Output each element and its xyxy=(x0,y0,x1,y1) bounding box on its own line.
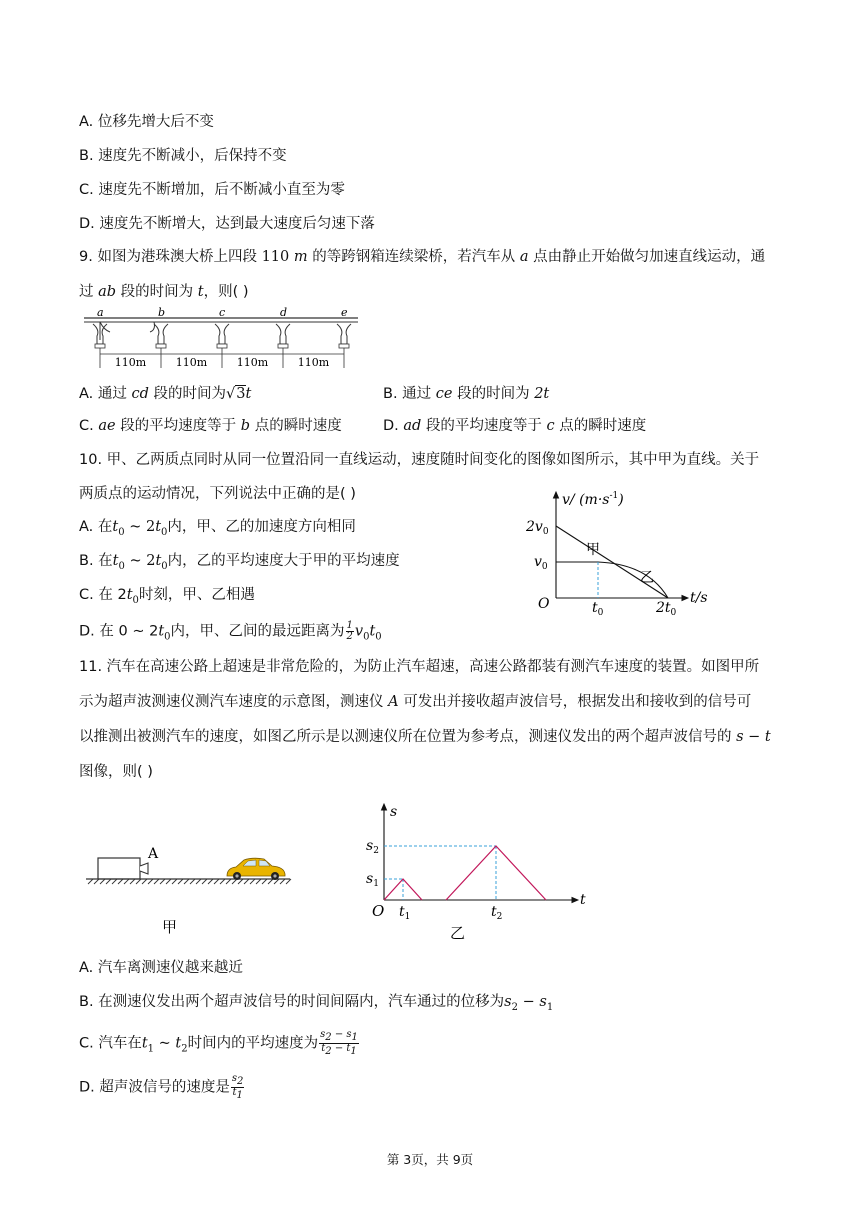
q10-stem-line1: 10. 甲、乙两质点同时从同一位置沿同一直线运动，速度随时间变化的图像如图所示，其中甲为直线。关于 xyxy=(79,452,760,468)
fraction-wave-speed: $\frac{s_2}{t_1}$ xyxy=(231,1073,244,1101)
label-2v0: $2v_0$ xyxy=(526,519,549,537)
q8-option-a: A. 位移先增大后不变 xyxy=(79,114,214,130)
hatch-line xyxy=(154,879,159,884)
label-s1: $s_1$ xyxy=(366,871,379,889)
q11-stem-line4: 图像，则( ) xyxy=(79,764,153,780)
fraction-half: $\frac{1}{2}$ xyxy=(346,620,353,642)
label-2t0: $2t_0$ xyxy=(656,600,677,618)
origin-o: O xyxy=(538,596,550,612)
hatch-line xyxy=(118,879,123,884)
bridge-pier xyxy=(154,324,168,344)
q11-stem-line1: 11. 汽车在高速公路上超速是非常危险的，为防止汽车超速，高速公路都装有测汽车速度的装置。如图甲所 xyxy=(79,659,760,675)
hatch-line xyxy=(220,879,225,884)
bridge-point-label: a xyxy=(97,306,104,319)
hatch-line xyxy=(142,879,147,884)
bridge-point-label: d xyxy=(280,306,288,319)
figure-jia xyxy=(84,836,304,942)
hatch-line xyxy=(244,879,249,884)
label-v0: $v_0$ xyxy=(534,554,548,572)
bridge-point-label: e xyxy=(341,306,348,319)
label-t0: $t_0$ xyxy=(592,600,604,618)
st-origin: O xyxy=(372,902,385,920)
figure-yi xyxy=(358,796,594,946)
hatch-line xyxy=(214,879,219,884)
bridge-pier xyxy=(215,324,229,344)
span-length-label: 110m xyxy=(114,356,147,369)
label-t2: $t_2$ xyxy=(491,904,503,922)
hatch-line xyxy=(280,879,285,884)
hatch-line xyxy=(268,879,273,884)
hatch-line xyxy=(262,879,267,884)
bridge-pier-base xyxy=(217,344,227,348)
q11-option-b: B. 在测速仪发出两个超声波信号的时间间隔内，汽车通过的位移为$s_2 - s_1$ xyxy=(79,994,554,1013)
hatch-line xyxy=(148,879,153,884)
hatch-line xyxy=(184,879,189,884)
q10-option-c: C. 在 $2t_0$时刻，甲、乙相遇 xyxy=(79,587,255,606)
curve-yi xyxy=(598,562,668,598)
hatch-line xyxy=(136,879,141,884)
speed-gun-nozzle xyxy=(140,863,148,874)
bridge-pier-base xyxy=(156,344,166,348)
bridge-pier-base xyxy=(278,344,288,348)
caption-yi: 乙 xyxy=(450,924,466,942)
hatch-line xyxy=(160,879,165,884)
bridge-pier xyxy=(276,324,290,344)
caption-jia: 甲 xyxy=(162,918,178,936)
label-A: A xyxy=(148,846,159,862)
q10-option-d: D. 在 0 ~ $2t_0$内，甲、乙间的最远距离为 $\frac{1}{2}$ $v_0t_0$ xyxy=(79,620,382,643)
q9-option-a: A. 通过 cd 段的时间为√3t xyxy=(79,386,252,402)
vt-graph xyxy=(522,484,722,626)
hatch-line xyxy=(202,879,207,884)
hatch-line xyxy=(100,879,105,884)
hatch-line xyxy=(172,879,177,884)
bridge-point-label: c xyxy=(219,306,226,319)
bridge-pier-base xyxy=(339,344,349,348)
label-yi: 乙 xyxy=(640,570,654,586)
q9-option-c: C. ae 段的平均速度等于 b 点的瞬时速度 xyxy=(79,418,342,434)
label-s2: $s_2$ xyxy=(366,838,379,856)
q9-stem-line1: 9. 如图为港珠澳大桥上四段 110 m 的等跨钢箱连续梁桥，若汽车从 a 点由静止开始做匀加速直线运动，通 xyxy=(79,249,766,265)
bridge-pier xyxy=(337,324,351,344)
hatch-line xyxy=(94,879,99,884)
label-t1: $t_1$ xyxy=(399,904,411,922)
page-footer: 第 3页，共 9页 xyxy=(386,1152,474,1167)
hatch-line xyxy=(88,879,93,884)
span-length-label: 110m xyxy=(297,356,330,369)
q10-stem-line2: 两质点的运动情况，下列说法中正确的是( ) xyxy=(79,486,356,502)
q10-option-a: A. 在$t_0$ ~ $2t_0$内，甲、乙的加速度方向相同 xyxy=(79,519,356,538)
ground-hatch xyxy=(88,879,291,884)
hatch-line xyxy=(196,879,201,884)
q9-option-b: B. 通过 ce 段的时间为 2t xyxy=(383,386,550,402)
hatch-line xyxy=(130,879,135,884)
hatch-line xyxy=(226,879,231,884)
q9-option-d: D. ad 段的平均速度等于 c 点的瞬时速度 xyxy=(383,418,647,434)
hatch-line xyxy=(250,879,255,884)
q10-option-b: B. 在$t_0$ ~ $2t_0$内，乙的平均速度大于甲的平均速度 xyxy=(79,553,400,572)
span-length-label: 110m xyxy=(175,356,208,369)
hatch-line xyxy=(208,879,213,884)
st-ylabel: s xyxy=(390,804,398,820)
hatch-line xyxy=(238,879,243,884)
bridge-point-label: b xyxy=(158,306,166,319)
q8-option-c: C. 速度先不断增加，后不断减小直至为零 xyxy=(79,182,345,198)
vt-xlabel: t/s xyxy=(690,590,708,606)
hatch-line xyxy=(106,879,111,884)
bridge-pier-base xyxy=(95,344,105,348)
q11-option-a: A. 汽车离测速仪越来越近 xyxy=(79,960,243,976)
car-icon xyxy=(227,858,285,880)
vt-ylabel: v/ $(m\cdot s^{-1})$ xyxy=(562,491,624,508)
hatch-line xyxy=(166,879,171,884)
span-length-label: 110m xyxy=(236,356,269,369)
q11-option-c: C. 汽车在$t_1$ ~ $t_2$时间内的平均速度为 $\frac{s_2 - s_1}{t_2 - t_1}$ xyxy=(79,1029,358,1057)
q8-option-b: B. 速度先不断减小，后保持不变 xyxy=(79,148,287,164)
fraction-avg-speed: $\frac{s_2 - s_1}{t_2 - t_1}$ xyxy=(320,1029,358,1057)
q9-stem-line2: 过 ab 段的时间为 t，则( ) xyxy=(79,284,249,300)
label-jia: 甲 xyxy=(586,542,600,558)
q11-stem-line2: 示为超声波测速仪测汽车速度的示意图，测速仪 A 可发出并接收超声波信号，根据发出和接收到的信号可 xyxy=(79,694,752,710)
hatch-line xyxy=(112,879,117,884)
hatch-line xyxy=(190,879,195,884)
hatch-line xyxy=(286,879,291,884)
q11-option-d: D. 超声波信号的速度是 $\frac{s_2}{t_1}$ xyxy=(79,1073,244,1101)
hatch-line xyxy=(256,879,261,884)
bridge-figure xyxy=(80,306,365,374)
hatch-line xyxy=(124,879,129,884)
speed-gun-body xyxy=(98,858,140,879)
hatch-line xyxy=(178,879,183,884)
st-xlabel: t xyxy=(580,892,586,908)
q11-stem-line3: 以推测出被测汽车的速度，如图乙所示是以测速仪所在位置为参考点，测速仪发出的两个超声波信号的 s − t xyxy=(79,729,771,745)
q8-option-d: D. 速度先不断增大，达到最大速度后匀速下落 xyxy=(79,216,375,232)
